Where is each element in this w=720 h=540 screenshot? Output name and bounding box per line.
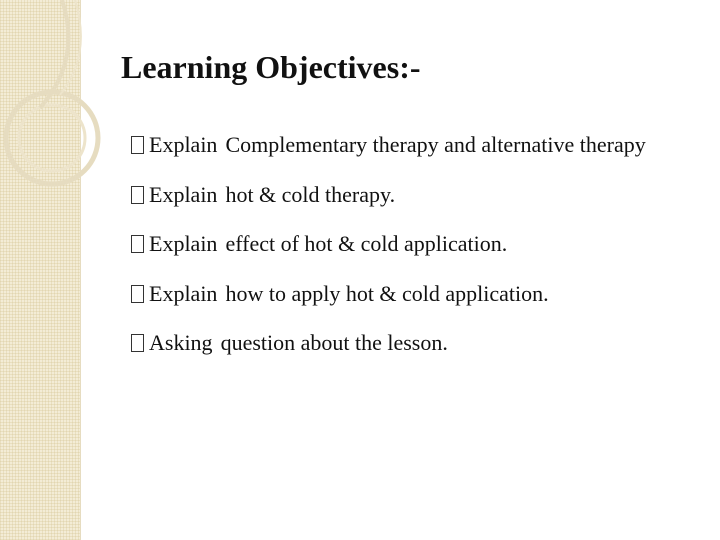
bullet-verb: Explain bbox=[149, 181, 218, 207]
checkbox-bullet-icon bbox=[131, 186, 144, 204]
list-item bbox=[128, 178, 646, 228]
bullet-text: how to apply hot & cold application. bbox=[225, 280, 549, 306]
bullet-text: hot & cold therapy. bbox=[225, 181, 396, 207]
slide-title: Learning Objectives:- bbox=[121, 49, 421, 85]
bullet-verb: Explain bbox=[149, 280, 218, 306]
checkbox-bullet-icon bbox=[131, 235, 144, 253]
bullet-verb: Explain bbox=[149, 231, 218, 256]
checkbox-bullet-icon bbox=[131, 285, 144, 303]
bullet-verb: Asking bbox=[149, 330, 213, 355]
checkbox-bullet-icon bbox=[131, 136, 144, 154]
bullet-verb: Explain bbox=[149, 132, 218, 157]
checkbox-bullet-icon bbox=[131, 334, 144, 352]
bullet-text: question about the lesson. bbox=[220, 330, 448, 355]
bullet-text: Complementary therapy and alternative therapy bbox=[225, 132, 646, 157]
objectives-list bbox=[128, 128, 646, 376]
bullet-text: effect of hot & cold application. bbox=[225, 231, 508, 256]
list-item bbox=[128, 277, 646, 327]
list-item bbox=[128, 326, 646, 376]
list-item bbox=[128, 128, 646, 178]
list-item bbox=[128, 227, 646, 277]
